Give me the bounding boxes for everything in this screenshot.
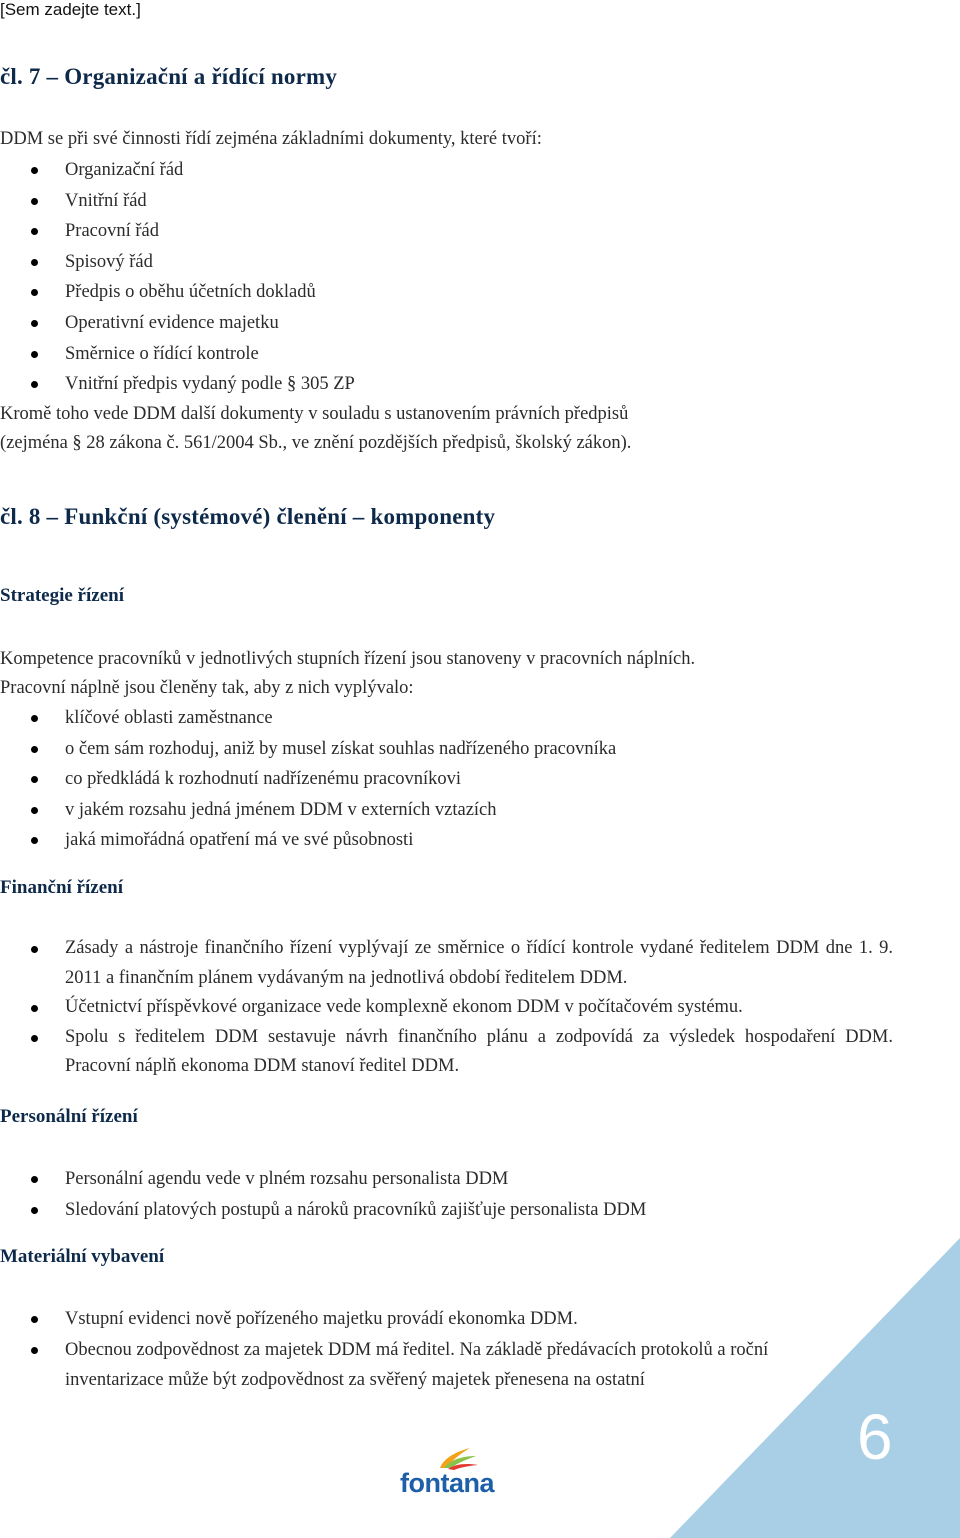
strategy-heading: Strategie řízení [0,585,124,606]
list-item: Vstupní evidenci nově pořízeného majetku provádí ekonomka DDM. [0,1304,835,1335]
strategy-list [0,703,616,856]
article-7-outro-line-1: Kromě toho vede DDM další dokumenty v souladu s ustanovením právních předpisů [0,404,629,424]
list-item: Personální agendu vede v plném rozsahu personalista DDM [0,1164,646,1195]
list-item: Sledování platových postupů a nároků pracovníků zajišťuje personalista DDM [0,1195,646,1226]
list-item: co předkládá k rozhodnutí nadřízenému pracovníkovi [0,764,616,795]
corner-triangle [670,1238,960,1538]
list-item: Předpis o oběhu účetních dokladů [0,277,355,308]
list-item: Směrnice o řídící kontrole [0,339,355,370]
list-item: klíčové oblasti zaměstnance [0,703,616,734]
list-item: Účetnictví příspěvkové organizace vede komplexně ekonom DDM v počítačovém systému. [0,993,893,1023]
page-corner-decoration [670,1238,960,1538]
strategy-text-2: Pracovní náplně jsou členěny tak, aby z nich vyplývalo: [0,678,414,698]
article-7-intro: DDM se při své činnosti řídí zejména základními dokumenty, které tvoří: [0,129,542,149]
finance-heading: Finanční řízení [0,877,123,898]
list-item: Operativní evidence majetku [0,308,355,339]
list-item: jaká mimořádná opatření má ve své působnosti [0,825,616,856]
list-item: o čem sám rozhoduj, aniž by musel získat souhlas nadřízeného pracovníka [0,734,616,765]
article-7-title: čl. 7 – Organizační a řídící normy [0,64,338,89]
list-item: Zásady a nástroje finančního řízení vyplývají ze směrnice o řídící kontrole vydané ředitelem DDM dne 1. 9. 2011 a finančním plánem vydávaným na jednotlivá období ředitelem DDM. [0,934,893,993]
article-7-outro-line-2: (zejména § 28 zákona č. 561/2004 Sb., ve znění pozdějších předpisů, školský zákon). [0,433,632,453]
list-item: Spolu s ředitelem DDM sestavuje návrh finančního plánu a zodpovídá za výsledek hospodaření DDM. Pracovní náplň ekonoma DDM stanoví ředitel DDM. [0,1023,893,1082]
list-item: Organizační řád [0,155,355,186]
norms-list [0,155,355,400]
material-heading: Materiální vybavení [0,1246,165,1267]
page-number: 6 [857,1401,893,1473]
list-item: Pracovní řád [0,216,355,247]
article-8-title: čl. 8 – Funkční (systémové) členění – komponenty [0,504,496,529]
finance-list [0,934,893,1082]
list-item: Vnitřní předpis vydaný podle § 305 ZP [0,369,355,400]
personnel-heading: Personální řízení [0,1106,138,1127]
strategy-text-1: Kompetence pracovníků v jednotlivých stupních řízení jsou stanoveny v pracovních náplních. [0,649,696,669]
list-item: Vnitřní řád [0,186,355,217]
page-header: [Sem zadejte text.] [0,0,141,19]
personnel-list [0,1164,646,1225]
logo-wordmark: fontana [400,1468,494,1498]
list-item: Spisový řád [0,247,355,278]
list-item: Obecnou zodpovědnost za majetek DDM má ředitel. Na základě předávacích protokolů a roční inventarizace může být zodpovědnost za svěřený majetek přenesena na ostatní [0,1335,835,1395]
list-item: v jakém rozsahu jedná jménem DDM v externích vztazích [0,795,616,826]
